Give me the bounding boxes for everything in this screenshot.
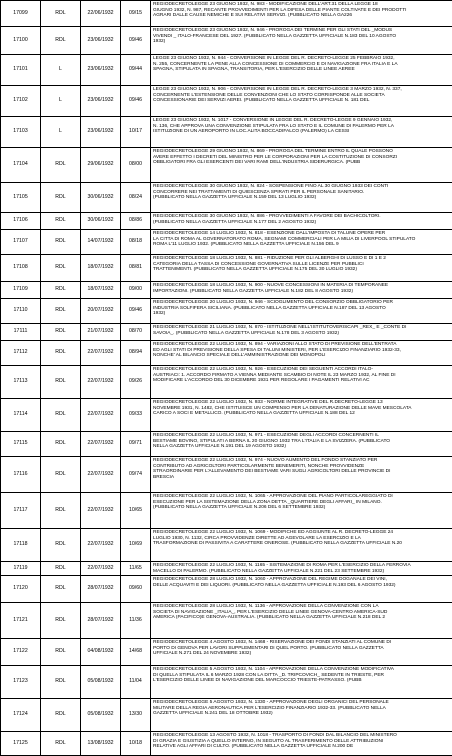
row-number: 17104 bbox=[1, 148, 41, 183]
description-line: REGIODECRETOLEGGE 5 AGOSTO 1932, N. 1104 - APPROVAZIONE DELLA CONVENZIONE MODIFICATIVA bbox=[153, 667, 450, 673]
description-line: MODIFICARE L'ACCORDO DEL 30 DICEMBRE 1931 PER REGOLARE I PAGAMENTI RELATIVI AC bbox=[153, 378, 450, 384]
row-description bbox=[151, 732, 452, 756]
row-number: 17100 bbox=[1, 27, 41, 55]
row-code: 09/26 bbox=[121, 366, 151, 399]
table-row bbox=[1, 529, 452, 562]
description-line: IMPORTAZIONI. (PUBBLICATO NELLA GAZZETTA UFFICIALE N.182 DEL 8 AGOSTO 1932) bbox=[153, 289, 450, 295]
row-date: 13/08/1932 bbox=[81, 732, 121, 756]
description-line: UFFICIALE N.271 DEL 24 NOVEMBRE 1932) bbox=[153, 651, 450, 657]
row-act-type: RDL bbox=[41, 562, 81, 576]
row-description bbox=[151, 576, 452, 603]
row-act-type: RDL bbox=[41, 399, 81, 432]
row-code: 09/46 bbox=[121, 27, 151, 55]
description-line: REGIODECRETOLEGGE 4 AGOSTO 1932, N. 1468 - RISERVAZIONE DEI FONDI STANZIATI AL COMUNE DI bbox=[153, 640, 450, 646]
description-line: REGIODECRETOLEGGE 13 AGOSTO 1932, N. 1018 - TRASPORTO DI FONDI DAL BILANCIO DEL MINISTERO bbox=[153, 733, 450, 739]
description-line: OBBLIGATORI FRA GLI ESERCENTI DEI VARI RAMI DELL'INDUSTRIA SIDERURGICA. (PUBB bbox=[153, 160, 450, 166]
description-line: SAVOIA_. (PUBBLICATO NELLA GAZZETTA UFFICIALE N.178 DEL 3 AGOSTO 1932) bbox=[153, 331, 450, 337]
row-number: 17125 bbox=[1, 732, 41, 756]
row-number: 17122 bbox=[1, 639, 41, 666]
row-date: 22/06/1932 bbox=[81, 1, 121, 27]
row-number: 17111 bbox=[1, 324, 41, 341]
row-number: 17105 bbox=[1, 183, 41, 213]
row-act-type: L bbox=[41, 86, 81, 117]
description-line: BRESCIA bbox=[153, 475, 450, 481]
description-line: SPAGNA, STIPULATA IN SPAGNA, TRANSITORIA, PER L'ESERCIZIO DELLE LINEE AEREE bbox=[153, 67, 450, 73]
row-number: 17112 bbox=[1, 341, 41, 366]
row-description bbox=[151, 255, 452, 282]
row-act-type: RDL bbox=[41, 27, 81, 55]
row-act-type: RDL bbox=[41, 324, 81, 341]
table-row bbox=[1, 255, 452, 282]
row-act-type: RDL bbox=[41, 493, 81, 529]
description-line: MILITARE DELLA REGIA AERONAUTICA PER L'ESERCIZIO FINANZIARIO 1932-33. (PUBBLICATO NELLA bbox=[153, 706, 450, 712]
description-line: REGIODECRETOLEGGE 22 LUGLIO 1932, N. 1069 - MODIFICHE ED AGGIUNTE AL R. DECRETO-LEGGE 24 bbox=[153, 530, 450, 536]
description-line: DI QUELLA STIPULATA IL 6 MARZO 1928 CON LA DITTA _D. TRIPCOVICH_ SEDENTE IN TRIESTE, PER bbox=[153, 673, 450, 679]
row-description bbox=[151, 529, 452, 562]
row-code: 09/74 bbox=[121, 457, 151, 493]
table-row bbox=[1, 639, 452, 666]
row-date: 04/08/1932 bbox=[81, 639, 121, 666]
description-line: 1932) bbox=[153, 39, 450, 45]
description-line: ESECUZIONE PER LA SISTEMAZIONE DELLA ZONA DETTA _QUARTIERE DEGLI AFFARI_ IN MILANO. bbox=[153, 500, 450, 506]
table-row bbox=[1, 699, 452, 732]
description-line: REGIODECRETOLEGGE 22 LUGLIO 1932, N. 974 - NUOVO AUMENTO DEL FONDO STANZIATO PER bbox=[153, 458, 450, 464]
description-line: REGIODECRETOLEGGE 21 LUGLIO 1932, N. 870 - ISTITUZIONE NELL'ISTITUTOVERISCAPI _REX_ E _CONTE DI bbox=[153, 325, 450, 331]
row-code: 11/36 bbox=[121, 603, 151, 639]
description-line: LEGGE 23 GIUGNO 1932, N. 906 - CONVERSIONE IN LEGGE DEL R. DECRETO-LEGGE 3 MARZO 1932, N. 337, bbox=[153, 87, 450, 93]
description-line: RELATIVE AGLI AFFARI DI CULTO. (PUBBLICATO NELLA GAZZETTA UFFICIALE N.200 DE bbox=[153, 744, 450, 750]
description-line: AUSTRIACI: 1. ACCORDO FIRMATO A VIENNA MEDIANTE SCAMBIO DI NOTE IL 23 MARZO 1932, AL FINE DI bbox=[153, 373, 450, 379]
row-description bbox=[151, 341, 452, 366]
description-line: REGIODECRETOLEGGE 22 LUGLIO 1932, N. 894 - VARIAZIONI ALLO STATO DI PREVISIONE DELL'ENTRATA bbox=[153, 342, 450, 348]
description-line: REGIODECRETOLEGGE 23 GIUGNO 1932, N. 946 - PROROGA DEI TERMINE PER GLI STATI DEL _MODUS bbox=[153, 28, 450, 34]
row-number: 17120 bbox=[1, 576, 41, 603]
row-date: 22/07/1932 bbox=[81, 457, 121, 493]
description-line: NOVEMBRE 1931, N. 1482, CHE ISTITUISCE UN COMPENSO PER LA DENATURAZIONE DELLE MAVE MESCOLATA bbox=[153, 406, 450, 412]
row-code: 08/24 bbox=[121, 183, 151, 213]
table-row bbox=[1, 1, 452, 27]
table-row bbox=[1, 324, 452, 341]
description-line: N. 136, CHE APPROVA UNA CONVENZIONE STIPULATA FRA LO STATO E IL COMUNE DI PALERMO PER LA bbox=[153, 124, 450, 130]
description-line: REGIODECRETOLEGGE 28 LUGLIO 1932, N. 1136 - APPROVAZIONE DELLA CONVENZIONE CON LA bbox=[153, 604, 450, 610]
row-number: 17114 bbox=[1, 399, 41, 432]
table-row bbox=[1, 603, 452, 639]
row-code: 09/46 bbox=[121, 299, 151, 324]
row-code: 11/04 bbox=[121, 666, 151, 699]
description-line: CATEGORIA DELLA TASSA DI CONCESSIONE GOVERNATIVA SULLE LICENZE PER PUBBLICI bbox=[153, 262, 450, 268]
description-line: MACELLO DI PALERMO. (PUBBLICATO NELLA GAZZETTA UFFICIALE N.221 DEL 23 SETTEMBRE 1932) bbox=[153, 569, 450, 575]
row-date: 18/07/1932 bbox=[81, 282, 121, 299]
row-code: 09/60 bbox=[121, 576, 151, 603]
table-row bbox=[1, 366, 452, 399]
row-act-type: RDL bbox=[41, 732, 81, 756]
row-number: 17110 bbox=[1, 299, 41, 324]
row-description bbox=[151, 183, 452, 213]
description-line: CARICO A SOCI E METALLICO. (PUBBLICATO NELLA GAZZETTA UFFICIALE N.188 DEL 12 bbox=[153, 411, 450, 417]
row-code: 08/86 bbox=[121, 213, 151, 230]
decree-table-body bbox=[1, 1, 452, 756]
description-line: CONCESSIONARIE DEI SERVIZI AEREI. (PUBBLICATO NELLA GAZZETTA UFFICIALE N. 181 DEL bbox=[153, 98, 450, 104]
row-date: 18/07/1932 bbox=[81, 255, 121, 282]
row-code: 10/18 bbox=[121, 732, 151, 756]
row-description bbox=[151, 324, 452, 341]
row-act-type: RDL bbox=[41, 432, 81, 457]
table-row bbox=[1, 86, 452, 117]
description-line: REGIODECRETOLEGGE 20 LUGLIO 1932, N. 946 - SCIOGLIMENTO DEL CONSORZIO OBBLIGATORIO PER bbox=[153, 300, 450, 306]
description-line: VIVENDI _ ITALO-FRANCESE DEL 1927. (PUBBLICATO NELLA GAZZETTA UFFICIALE N.183 DEL 10 AGOSTO bbox=[153, 34, 450, 40]
row-number: 17123 bbox=[1, 666, 41, 699]
description-line: STRAORDINARIE PER L'ALLEVAMENTO DEI BESTIAME VARI SUGLI AGRICOLTORI DELLE PROVINCIE DI bbox=[153, 469, 450, 475]
row-date: 22/07/1932 bbox=[81, 432, 121, 457]
description-line: REGIODECRETOLEGGE 5 AGOSTO 1932, N. 1330 - APPROVAZIONE DEGLI ORGANICI DEL PERSONALE bbox=[153, 700, 450, 706]
row-number: 17099 bbox=[1, 1, 41, 27]
row-date: 28/07/1932 bbox=[81, 603, 121, 639]
row-description bbox=[151, 666, 452, 699]
table-row bbox=[1, 576, 452, 603]
description-line: LEGGE 23 GIUGNO 1932, N. 1017 - CONVERSIONE IN LEGGE DEL R. DECRETO-LEGGE 9 GENNAIO 1932, bbox=[153, 118, 450, 124]
description-line: GAZZETTA UFFICIALE N.241 DEL 18 OTTOBRE 1932) bbox=[153, 711, 450, 717]
row-date: 23/06/1932 bbox=[81, 117, 121, 148]
row-description bbox=[151, 639, 452, 666]
row-act-type: RDL bbox=[41, 457, 81, 493]
row-code: 09/46 bbox=[121, 86, 151, 117]
table-row bbox=[1, 493, 452, 529]
description-line: NELLA GAZZETTA UFFICIALE N.191 DEL 19 AGOSTO 1932) bbox=[153, 444, 450, 450]
row-act-type: RDL bbox=[41, 529, 81, 562]
description-line: DELLE ACQUAVITI E DEI LIQUORI. (PUBBLICATO NELLA GAZZETTA UFFICIALE N.193 DEL 6 AGOSTO 1932) bbox=[153, 583, 450, 589]
description-line: REGIODECRETOLEGGE 22 LUGLIO 1932, N. 1165 - SISTEMAZIONE DI ROMA PER L'ESERCIZIO DELLA FERROVIA bbox=[153, 563, 450, 569]
description-line: (PUBBLICATO NELLA GAZZETTA UFFICIALE N.159 DEL 13 LUGLIO 1932) bbox=[153, 195, 450, 201]
description-line: REGIODECRETOLEGGE 23 GIUGNO 1932, N. 983 - MODIFICAZIONE DELL'ART.31 DELLA LEGGE 18 bbox=[153, 2, 450, 8]
row-description bbox=[151, 27, 452, 55]
table-row bbox=[1, 27, 452, 55]
row-description bbox=[151, 86, 452, 117]
table-row bbox=[1, 341, 452, 366]
row-date: 30/06/1932 bbox=[81, 183, 121, 213]
row-code: 14/68 bbox=[121, 639, 151, 666]
row-code: 09/33 bbox=[121, 399, 151, 432]
row-act-type: RDL bbox=[41, 576, 81, 603]
row-date: 05/08/1932 bbox=[81, 666, 121, 699]
row-number: 17119 bbox=[1, 562, 41, 576]
row-number: 17107 bbox=[1, 230, 41, 255]
description-line: AGRARI DALLE CAUSE NEMICHE E SUI RELATIVI SERVIZI. (PUBBLICATO NELLA GA226 bbox=[153, 13, 450, 19]
description-line: AMERICA (PACIFICO)E GENOVA-AUSTRALIA. (PUBBLICATO NELLA GAZZETTA UFFICIALE N.218 DEL 2 bbox=[153, 615, 450, 621]
row-number: 17101 bbox=[1, 55, 41, 86]
row-act-type: RDL bbox=[41, 183, 81, 213]
description-line: CONCORRERE NEI TRATTAMENTI DI QUIESCENZA SPIRATI PER IL PERSONALE SANITARIO. bbox=[153, 190, 450, 196]
row-act-type: L bbox=[41, 55, 81, 86]
description-line: CONCERNENTE L'ESTENSIONE DELLE CONVENZIONI CHE LO STATO CORRISPONDE ALLE SOCIETA bbox=[153, 93, 450, 99]
row-description bbox=[151, 699, 452, 732]
row-description bbox=[151, 1, 452, 27]
row-description bbox=[151, 299, 452, 324]
row-code: 10/69 bbox=[121, 529, 151, 562]
row-number: 17109 bbox=[1, 282, 41, 299]
row-number: 17102 bbox=[1, 86, 41, 117]
description-line: BESTIAME BOVINO, STIPULATI A BERNA IL 20 GIUGNO 1932 TRA L'ITALIA E LA SVIZZERA. (PUBBLICATO bbox=[153, 439, 450, 445]
table-row bbox=[1, 230, 452, 255]
description-line: REGIODECRETOLEGGE 22 LUGLIO 1932, N. 971 - ESECUZIONE DEGLI ACCORDI CONCERNENTI IL bbox=[153, 433, 450, 439]
row-date: 21/07/1932 bbox=[81, 324, 121, 341]
row-act-type: RDL bbox=[41, 666, 81, 699]
description-line: INDUSTRIA SOLFIFERA SICILIANA. (PUBBLICATO NELLA GAZZETTA UFFICIALE N.187 DEL 13 AGOSTO bbox=[153, 306, 450, 312]
row-description bbox=[151, 603, 452, 639]
row-description bbox=[151, 366, 452, 399]
row-description bbox=[151, 457, 452, 493]
row-code: 08/70 bbox=[121, 324, 151, 341]
row-act-type: RDL bbox=[41, 148, 81, 183]
table-row bbox=[1, 117, 452, 148]
row-code: 09/15 bbox=[121, 1, 151, 27]
description-line: GIUGNO 1932, N. 987, RECANTE PROVVEDIMENTI PER LA DIFESA DELLE PIANTE COLTIVATE E DEI PRODOTTI bbox=[153, 8, 450, 14]
table-row bbox=[1, 457, 452, 493]
description-line: (PUBBLICATO NELLA GAZZETTA UFFICIALE N.206 DEL 6 SETTEMBRE 1932) bbox=[153, 505, 450, 511]
table-row bbox=[1, 299, 452, 324]
row-number: 17108 bbox=[1, 255, 41, 282]
row-date: 28/07/1932 bbox=[81, 576, 121, 603]
description-line: NONCHE' AL BILANCIO SPECIALE DELL'AMMINISTRAZIONE DEI MONOPOLI bbox=[153, 353, 450, 359]
row-act-type: RDL bbox=[41, 341, 81, 366]
row-description bbox=[151, 493, 452, 529]
table-row bbox=[1, 55, 452, 86]
row-act-type: RDL bbox=[41, 603, 81, 639]
table-row bbox=[1, 732, 452, 756]
row-description bbox=[151, 432, 452, 457]
row-number: 17103 bbox=[1, 117, 41, 148]
description-line: TRATTENIMENTI. (PUBBLICATO NELLA GAZZETTA UFFICIALE N.175 DEL 30 LUGLIO 1932) bbox=[153, 267, 450, 273]
description-line: DI GRAZIA E GIUSTIZIA A QUELLO INTERNO, IN SEGUITO AL TRASFERIMENTO DELLE ATTRIBUZIONI bbox=[153, 739, 450, 745]
row-date: 22/07/1932 bbox=[81, 562, 121, 576]
description-line: REGIODECRETOLEGGE 18 LUGLIO 1932, N. 900 - NUOVE CONCESSIONI IN MATERIA DI TEMPORANEE bbox=[153, 283, 450, 289]
row-act-type: RDL bbox=[41, 230, 81, 255]
row-date: 29/06/1932 bbox=[81, 148, 121, 183]
row-act-type: RDL bbox=[41, 213, 81, 230]
row-date: 22/07/1932 bbox=[81, 493, 121, 529]
row-act-type: RDL bbox=[41, 699, 81, 732]
row-act-type: RDL bbox=[41, 1, 81, 27]
table-row bbox=[1, 213, 452, 230]
description-line: CONTRIBUTO AD AGRICOLTORI PARTICOLARMENTE BENEMERITI, NONCHE PROVVIDENZE bbox=[153, 464, 450, 470]
table-row bbox=[1, 432, 452, 457]
description-line: REGIODECRETOLEGGE 22 LUGLIO 1932, N. 933 - NORME INTEGRATIVE DEL R.DECRETO-LEGGE 13 bbox=[153, 400, 450, 406]
row-description bbox=[151, 282, 452, 299]
row-code: 09/44 bbox=[121, 55, 151, 86]
table-row bbox=[1, 148, 452, 183]
row-description bbox=[151, 399, 452, 432]
description-line: REGIODECRETOLEGGE 22 LUGLIO 1932, N. 1065 - APPROVAZIONE DEL PIANO PARTICOLAREGGIATO DI bbox=[153, 494, 450, 500]
row-code: 09/00 bbox=[121, 282, 151, 299]
row-date: 14/07/1932 bbox=[81, 230, 121, 255]
row-act-type: RDL bbox=[41, 282, 81, 299]
row-code: 08/81 bbox=[121, 255, 151, 282]
row-date: 23/06/1932 bbox=[81, 27, 121, 55]
row-code: 13/30 bbox=[121, 699, 151, 732]
row-number: 17118 bbox=[1, 529, 41, 562]
row-code: 08/94 bbox=[121, 341, 151, 366]
description-line: REGIODECRETOLEGGE 28 LUGLIO 1932, N. 1060 - APPROVAZIONE DEL REGIME DOGANALE DEI VINI, bbox=[153, 577, 450, 583]
description-line: LEGGE 23 GIUGNO 1932, N. 944 - CONVERSIONE IN LEGGE DEL R. DECRETO-LEGGE 25 FEBBRAIO 1932, bbox=[153, 56, 450, 62]
row-act-type: RDL bbox=[41, 299, 81, 324]
description-line: REGIODECRETOLEGGE 30 GIUGNO 1932, N. 886 - PROVVEDIMENTI A FAVORE DEI BACHICOLTORI. bbox=[153, 214, 450, 220]
row-description bbox=[151, 117, 452, 148]
description-line: SOCIETA DI NAVIGAZIONE _ITALIA_, PER L'ESERCIZIO DELLE LINEE GENOVA-CENTRO AMERICA-SUD bbox=[153, 610, 450, 616]
description-line: REGIODECRETOLEGGE 29 GIUGNO 1932, N. 869 - PROROGA DEL TERMINE ENTRO IL QUALE POSSONO bbox=[153, 149, 450, 155]
row-number: 17117 bbox=[1, 493, 41, 529]
description-line: ROMA L'11 LUGLIO 1932. (PUBBLICATO NELLA GAZZETTA UFFICIALE N.156 DEL 9 bbox=[153, 242, 450, 248]
row-act-type: RDL bbox=[41, 639, 81, 666]
description-line: TRASFORMAZIONE DI PASSIVITA A CARATTERE ONEROSE. (PUBBLICATO NELLA GAZZETTA UFFICIALE N.20 bbox=[153, 541, 450, 547]
row-number: 17113 bbox=[1, 366, 41, 399]
row-date: 23/06/1932 bbox=[81, 86, 121, 117]
table-row bbox=[1, 183, 452, 213]
row-description bbox=[151, 55, 452, 86]
row-number: 17116 bbox=[1, 457, 41, 493]
row-date: 22/07/1932 bbox=[81, 529, 121, 562]
row-description bbox=[151, 213, 452, 230]
row-description bbox=[151, 562, 452, 576]
description-line: REGIODECRETOLEGGE 18 LUGLIO 1932, N. 881 - RIDUZIONE PER GLI ALBERGHI DI LUSSO E DI 1 E 2 bbox=[153, 256, 450, 262]
description-line: N. 255, CONCERNENTE LA PENE ALLA CONCESSIONE DI COMMERCIO E DI NAVIGAZIONE FRA ITALIA E LA bbox=[153, 62, 450, 68]
row-date: 23/06/1932 bbox=[81, 55, 121, 86]
table-row bbox=[1, 666, 452, 699]
row-number: 17106 bbox=[1, 213, 41, 230]
description-line: LUGLIO 1930, N. 1132, CIRCA PROVVIDENZE DIRETTE AD AGEVOLARE LA ESERCIZIO E LA bbox=[153, 536, 450, 542]
row-act-type: RDL bbox=[41, 255, 81, 282]
row-date: 22/07/1932 bbox=[81, 341, 121, 366]
description-line: 1932) bbox=[153, 311, 450, 317]
row-code: 10/65 bbox=[121, 493, 151, 529]
row-code: 11/65 bbox=[121, 562, 151, 576]
description-line: REGIODECRETOLEGGE 22 LUGLIO 1932, N. 926 - ESECUZIONE DEI SEGUENTI ACCORDI ITALO- bbox=[153, 367, 450, 373]
description-line: ISTITUZIONE DI UN AEROPORTO IN LOC.ALITA BOCCADIFALCO (PALERMO) LA CESSI bbox=[153, 129, 450, 135]
table-row bbox=[1, 282, 452, 299]
row-code: 08/00 bbox=[121, 148, 151, 183]
row-date: 05/08/1932 bbox=[81, 699, 121, 732]
description-line: L'ESERCIZIO DELLE LINEE DI NAVIGAZIONE DEL MARCOCCIO TRIESTE-PATRASSO. (PUBB bbox=[153, 678, 450, 684]
description-line: REGIODECRETOLEGGE 14 LUGLIO 1932, N. 818 - ESENZIONE DALL'IMPOSTA DI TALUNE OPERE PER bbox=[153, 231, 450, 237]
row-number: 17121 bbox=[1, 603, 41, 639]
row-date: 22/07/1932 bbox=[81, 366, 121, 399]
description-line: PORTO DI GENOVA PER LAVORI SUPPLEMENTARI DI QUEL PORTO. (PUBBLICATO NELLA GAZZETTA bbox=[153, 646, 450, 652]
row-description bbox=[151, 230, 452, 255]
description-line: LA CITTA DI ROMA AL GOVERNATORATO ROMA, SEGNAMI COMMERCIALI PER LA MILIA DI LIVERPOOL STIPULATO bbox=[153, 237, 450, 243]
row-act-type: RDL bbox=[41, 366, 81, 399]
row-act-type: L bbox=[41, 117, 81, 148]
row-code: 09/71 bbox=[121, 432, 151, 457]
row-date: 22/07/1932 bbox=[81, 399, 121, 432]
row-date: 20/07/1932 bbox=[81, 299, 121, 324]
row-code: 10/17 bbox=[121, 117, 151, 148]
row-date: 30/06/1932 bbox=[81, 213, 121, 230]
description-line: AVERE EFFETTO I DECRETI DEL MINISTRO PER LE CORPORAZIONI PER LA COSTITUZIONE DI CONSORZI bbox=[153, 155, 450, 161]
table-row bbox=[1, 399, 452, 432]
table-row bbox=[1, 562, 452, 576]
description-line: (PUBBLICATO NELLA GAZZETTA UFFICIALE N.177 DEL 2 AGOSTO 1932) bbox=[153, 220, 450, 226]
row-number: 17115 bbox=[1, 432, 41, 457]
row-code: 08/18 bbox=[121, 230, 151, 255]
row-description bbox=[151, 148, 452, 183]
description-line: REGIODECRETOLEGGE 30 GIUGNO 1932, N. 824 - SOSPENSIONE FINO AL 30 GIUGNO 1933 DEI CONTI bbox=[153, 184, 450, 190]
row-number: 17124 bbox=[1, 699, 41, 732]
description-line: ED AGLI STATI DI PREVISIONE DELLA SPESA DI TALUNI MINISTERI, PER L'ESERCIZIO FINANZIARIO 1932-33, bbox=[153, 348, 450, 354]
